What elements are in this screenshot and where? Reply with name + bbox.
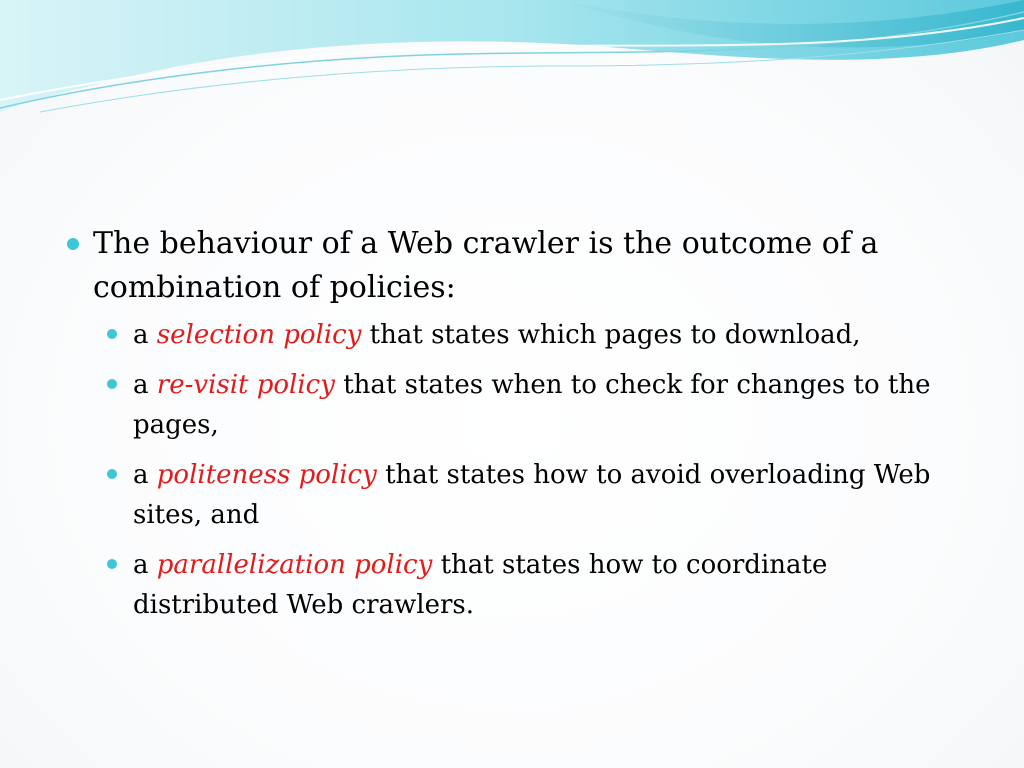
item-prefix: a <box>133 460 149 490</box>
list-item <box>104 315 953 355</box>
bullet-dot-icon <box>107 329 117 339</box>
bullet-dot-icon <box>107 379 117 389</box>
policy-term: re-visit policy <box>156 370 335 400</box>
list-item <box>104 455 953 535</box>
item-description: that states how to avoid overloading Web sites, and <box>133 460 931 530</box>
item-description: that states when to check for changes to the pages, <box>133 370 931 440</box>
item-prefix: a <box>133 370 149 400</box>
bullet-dot-icon <box>107 559 117 569</box>
bullet-dot-icon <box>107 469 117 479</box>
policy-list <box>64 315 964 625</box>
policy-term: selection policy <box>156 320 362 350</box>
bullet-dot-icon <box>67 238 79 250</box>
item-prefix: a <box>133 550 149 580</box>
list-item <box>104 365 953 445</box>
policy-term: politeness policy <box>156 460 377 490</box>
policy-term: parallelization policy <box>156 550 433 580</box>
decorative-wave-header <box>0 0 1024 130</box>
item-prefix: a <box>133 320 149 350</box>
slide-content <box>64 222 964 635</box>
item-description: that states how to coordinate distributed Web crawlers. <box>133 550 828 620</box>
item-description: that states which pages to download, <box>369 320 861 350</box>
main-bullet <box>64 222 964 310</box>
list-item <box>104 545 953 625</box>
main-bullet-text: The behaviour of a Web crawler is the outcome of a combination of policies: <box>93 226 879 305</box>
